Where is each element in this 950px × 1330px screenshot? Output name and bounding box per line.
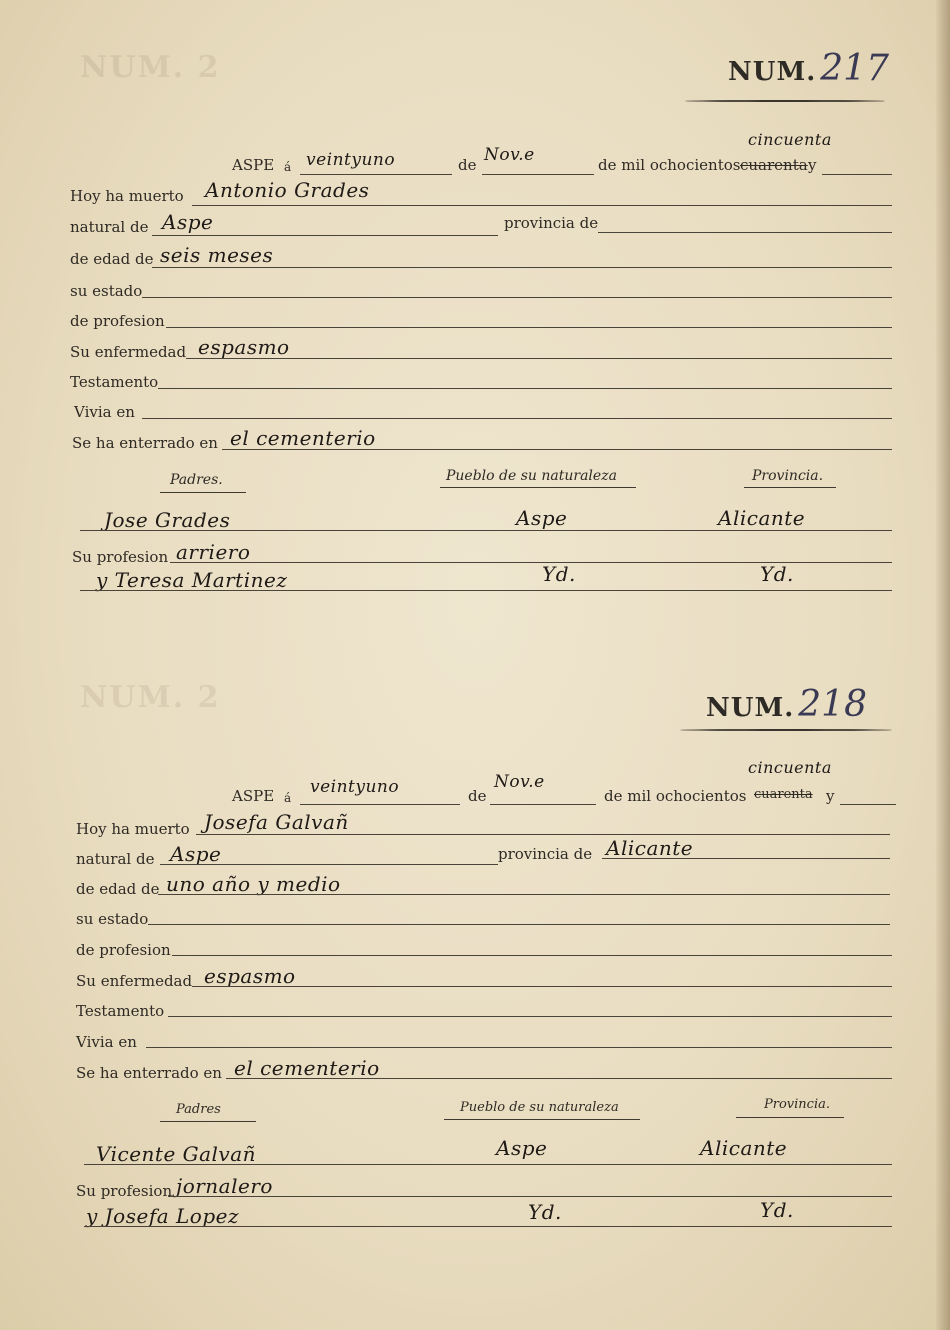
- father-profession: arriero: [176, 540, 251, 564]
- number-rule: [680, 729, 892, 731]
- estado-label: su estado: [70, 282, 143, 300]
- blank-line: [598, 232, 892, 233]
- blank-line: [840, 804, 896, 805]
- testamento-label: Testamento: [76, 1002, 165, 1020]
- bleed-through-mark: NUM. 2: [80, 680, 221, 715]
- header-rule: [736, 1117, 844, 1118]
- a-label: á: [284, 160, 292, 174]
- blank-line: [166, 327, 892, 328]
- natural-label: natural de: [76, 850, 155, 868]
- decade-struck: cuarenta: [754, 787, 813, 802]
- blank-line: [146, 1047, 892, 1048]
- enterrado-value: el cementerio: [230, 426, 376, 450]
- blank-line: [168, 1196, 892, 1197]
- natural-value: Aspe: [170, 842, 222, 866]
- blank-line: [222, 449, 892, 450]
- decade-written: cincuenta: [748, 130, 832, 149]
- father-name: Vicente Galvañ: [96, 1142, 257, 1166]
- num-label: NUM.: [728, 57, 817, 87]
- vivia-label: Vivia en: [74, 403, 135, 421]
- town-label: ASPE: [232, 156, 275, 174]
- su-profesion-label: Su profesion: [76, 1182, 173, 1200]
- blank-line: [80, 530, 892, 531]
- de-label: de: [458, 156, 477, 174]
- deceased-name: Josefa Galvañ: [204, 810, 349, 834]
- mother-name: y Teresa Martinez: [96, 568, 288, 592]
- number-rule: [685, 100, 885, 102]
- provincia-label: provincia de: [498, 845, 593, 863]
- enfermedad-value: espasmo: [198, 335, 290, 359]
- mother-province: Yd.: [760, 562, 794, 586]
- edad-label: de edad de: [70, 250, 154, 268]
- a-label: á: [284, 791, 292, 805]
- provincia-value: Alicante: [606, 836, 694, 860]
- blank-line: [80, 590, 892, 591]
- header-rule: [744, 487, 836, 488]
- father-profession: jornalero: [176, 1174, 273, 1198]
- padres-header: Padres: [176, 1102, 221, 1117]
- enterrado-value: el cementerio: [234, 1056, 380, 1080]
- month-written: Nov.e: [494, 772, 545, 792]
- pueblo-header: Pueblo de su naturaleza: [446, 468, 617, 484]
- blank-line: [168, 1016, 892, 1017]
- decade-struck: cuarenta: [740, 156, 808, 174]
- day-written: veintyuno: [306, 150, 396, 170]
- day-written: veintyuno: [310, 777, 400, 797]
- father-town: Aspe: [496, 1136, 548, 1160]
- header-rule: [160, 1121, 256, 1122]
- num-label: NUM.: [706, 693, 795, 723]
- blank-line: [822, 174, 892, 175]
- y-label: y: [808, 156, 817, 174]
- enterrado-label: Se ha enterrado en: [76, 1064, 222, 1082]
- edad-value: seis meses: [160, 243, 274, 267]
- record-number: [706, 684, 867, 725]
- page-edge: [936, 0, 950, 1330]
- hoy-label: Hoy ha muerto: [70, 187, 184, 205]
- blank-line: [152, 267, 892, 268]
- hoy-label: Hoy ha muerto: [76, 820, 190, 838]
- pueblo-header: Pueblo de su naturaleza: [460, 1100, 619, 1115]
- month-written: Nov.e: [484, 145, 535, 165]
- natural-value: Aspe: [162, 210, 214, 234]
- provincia-header: Provincia.: [752, 468, 824, 484]
- de-label: de: [468, 787, 487, 805]
- father-name: Jose Grades: [104, 508, 231, 532]
- vivia-label: Vivia en: [76, 1033, 137, 1051]
- mother-name: y Josefa Lopez: [86, 1204, 239, 1228]
- town-label: ASPE: [232, 787, 275, 805]
- header-rule: [160, 492, 246, 493]
- natural-label: natural de: [70, 218, 149, 236]
- blank-line: [186, 358, 892, 359]
- blank-line: [142, 418, 892, 419]
- blank-line: [602, 858, 890, 859]
- blank-line: [192, 986, 892, 987]
- blank-line: [196, 834, 890, 835]
- estado-label: su estado: [76, 910, 149, 928]
- blank-line: [192, 205, 892, 206]
- edad-value: uno año y medio: [166, 872, 341, 896]
- blank-line: [84, 1226, 892, 1227]
- father-town: Aspe: [516, 506, 568, 530]
- profesion-label: de profesion: [70, 312, 165, 330]
- provincia-label: provincia de: [504, 214, 599, 232]
- y-label: y: [826, 787, 835, 805]
- record-number: [728, 48, 889, 89]
- mother-province: Yd.: [760, 1198, 794, 1222]
- bleed-through-mark: NUM. 2: [80, 50, 221, 85]
- blank-line: [172, 955, 892, 956]
- deceased-name: Antonio Grades: [205, 178, 370, 202]
- header-rule: [440, 487, 636, 488]
- de-mil-label: de mil ochocientos: [604, 787, 747, 805]
- blank-line: [152, 235, 498, 236]
- blank-line: [490, 804, 596, 805]
- blank-line: [84, 1164, 892, 1165]
- blank-line: [482, 174, 594, 175]
- profesion-label: de profesion: [76, 941, 171, 959]
- decade-written: cincuenta: [748, 758, 832, 777]
- edad-label: de edad de: [76, 880, 160, 898]
- testamento-label: Testamento: [70, 373, 159, 391]
- blank-line: [300, 174, 452, 175]
- mother-town: Yd.: [528, 1200, 562, 1224]
- enfermedad-label: Su enfermedad: [70, 343, 187, 361]
- enfermedad-value: espasmo: [204, 964, 296, 988]
- enfermedad-label: Su enfermedad: [76, 972, 193, 990]
- blank-line: [226, 1078, 892, 1079]
- provincia-header: Provincia.: [764, 1097, 830, 1112]
- blank-line: [148, 924, 890, 925]
- father-province: Alicante: [700, 1136, 788, 1160]
- enterrado-label: Se ha enterrado en: [72, 434, 218, 452]
- padres-header: Padres.: [170, 472, 223, 488]
- su-profesion-label: Su profesion: [72, 548, 169, 566]
- header-rule: [444, 1119, 640, 1120]
- father-province: Alicante: [718, 506, 806, 530]
- num-value: 218: [798, 684, 867, 725]
- blank-line: [158, 894, 890, 895]
- blank-line: [142, 297, 892, 298]
- de-mil-label: de mil ochocientos: [598, 156, 741, 174]
- blank-line: [158, 388, 892, 389]
- num-value: 217: [820, 48, 889, 89]
- blank-line: [160, 864, 498, 865]
- blank-line: [300, 804, 460, 805]
- mother-town: Yd.: [542, 562, 576, 586]
